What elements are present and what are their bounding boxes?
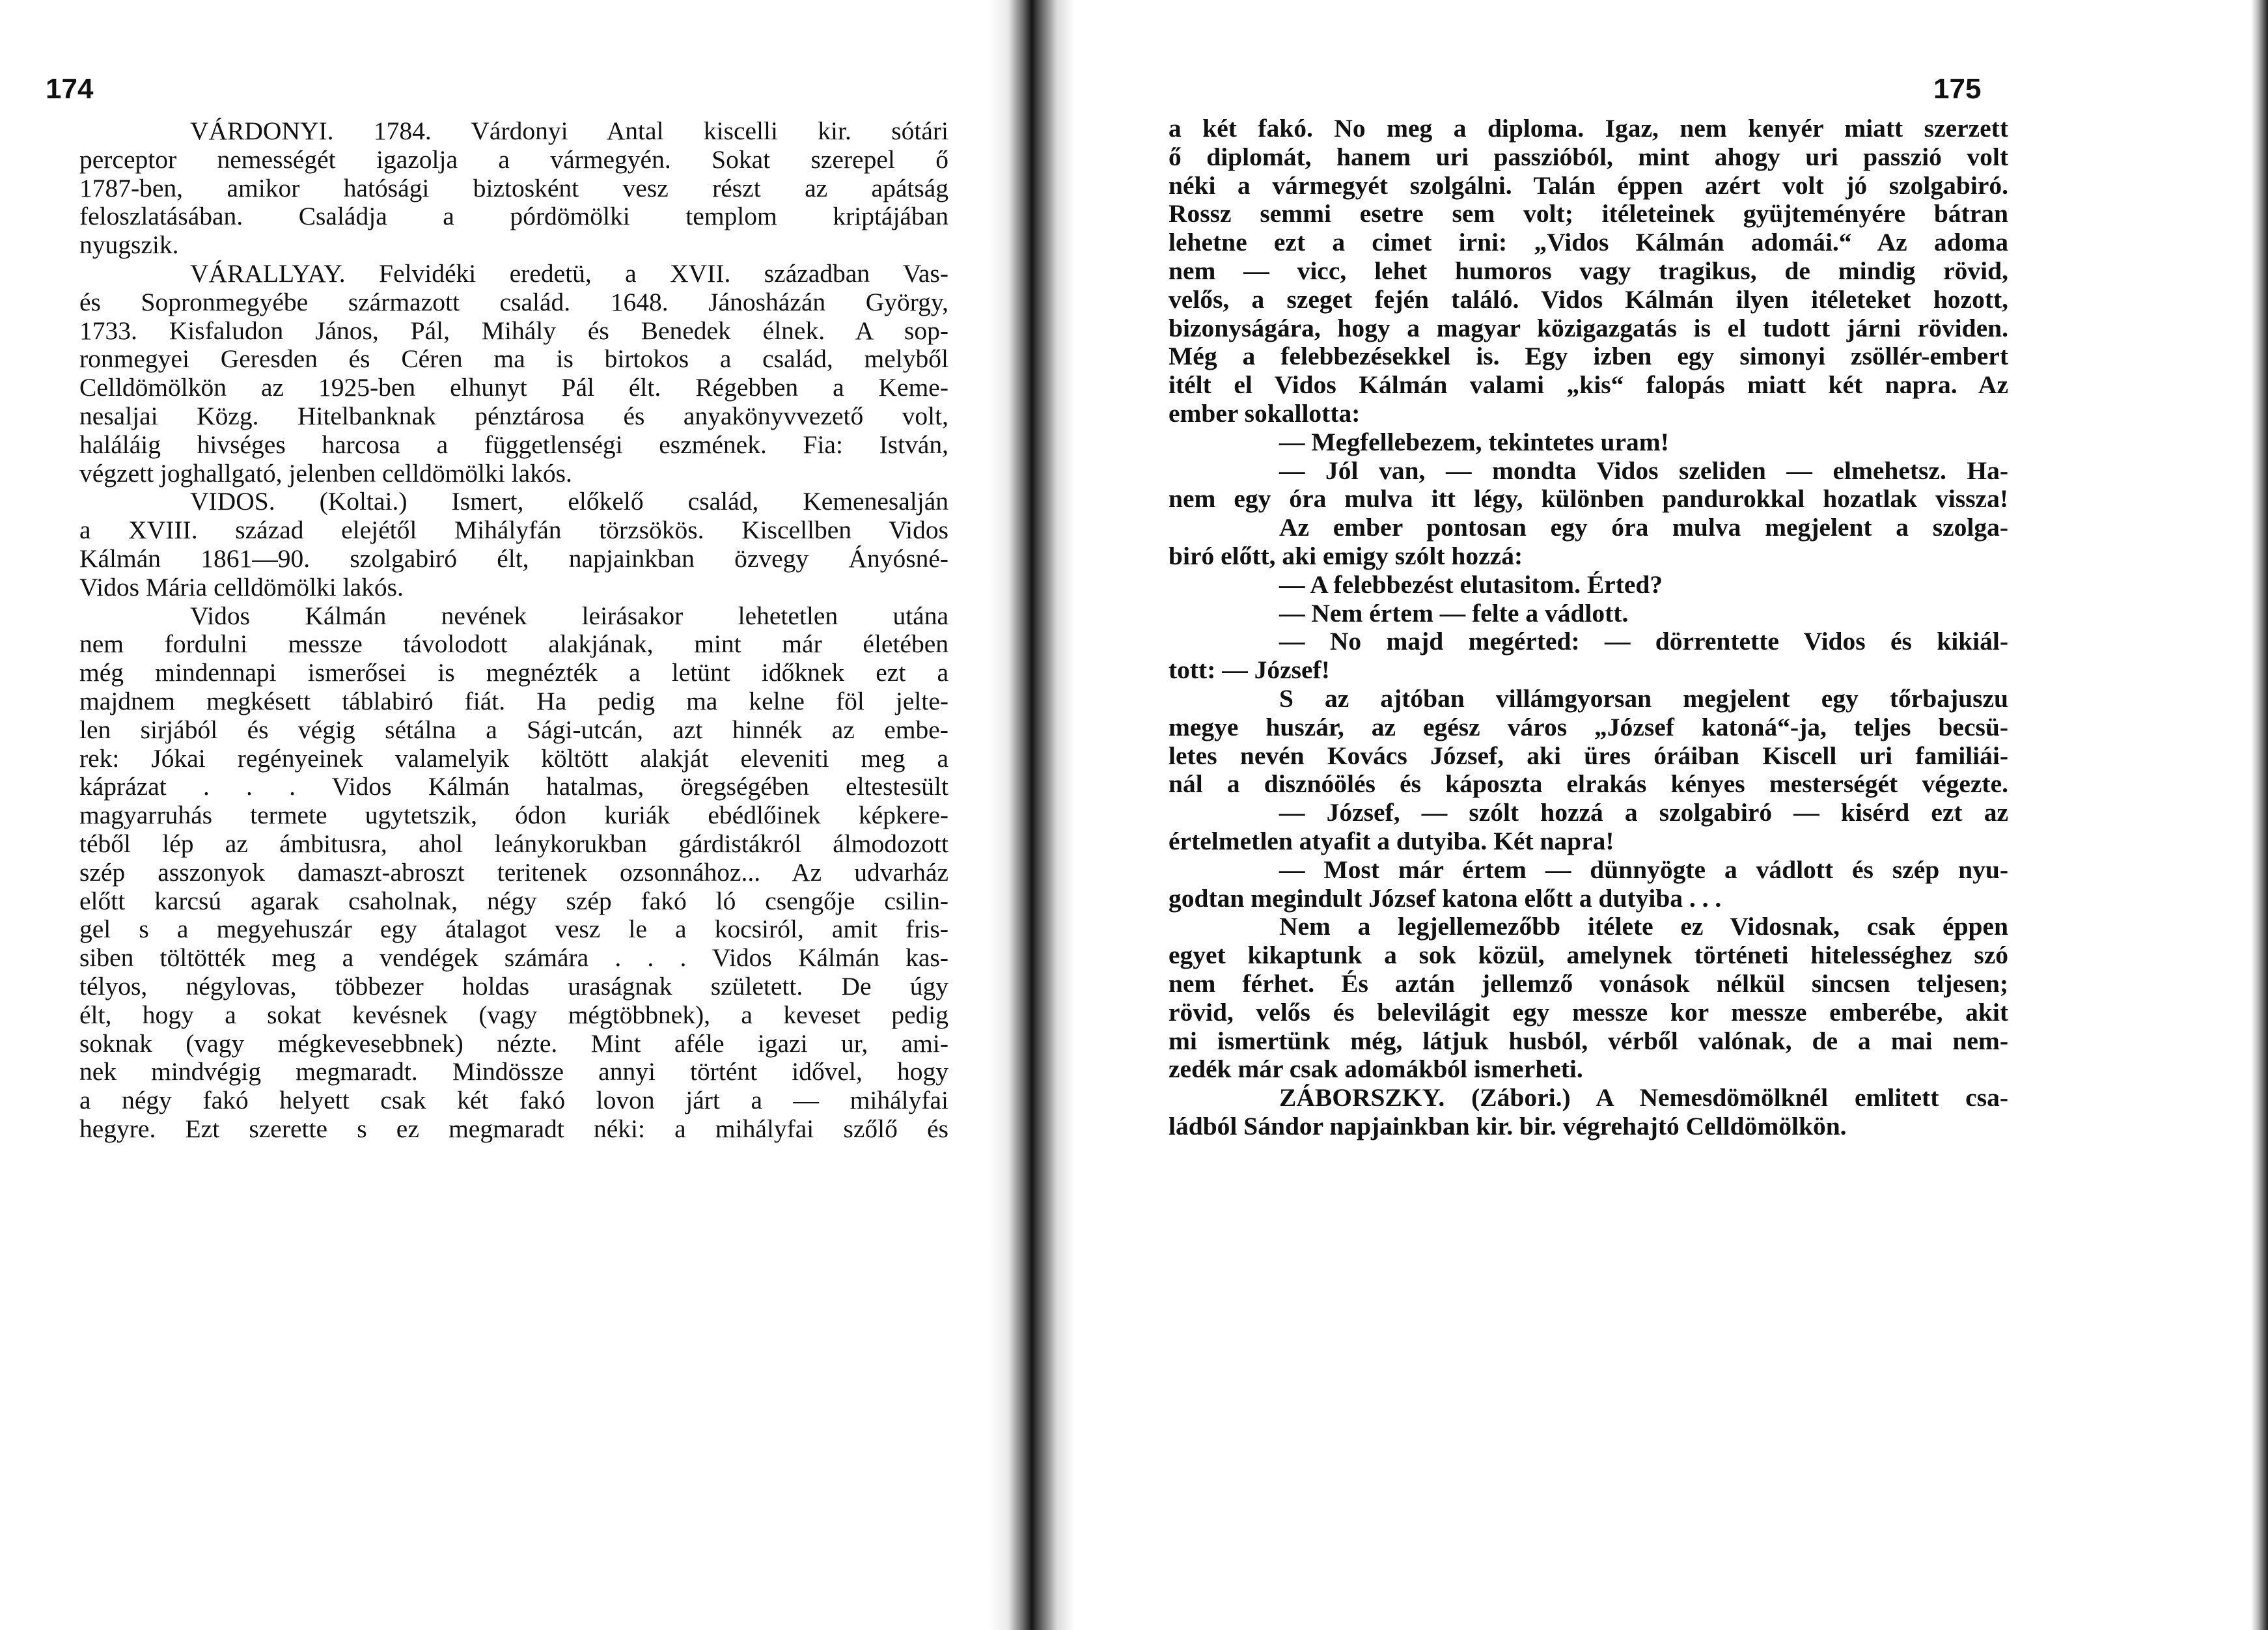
text-line: lehetne ezt a cimet irni: „Vidos Kálmán adomái.“ Az adoma: [1169, 228, 2008, 257]
text-line: nem — vicc, lehet humoros vagy tragikus, de mindig rövid,: [1169, 256, 2008, 285]
page-text-column: [1169, 115, 2008, 1141]
text-line: soknak (vagy mégkevesebbnek) nézte. Mint aféle igazi ur, ami-: [79, 1029, 948, 1058]
page-number: 174: [46, 73, 94, 105]
text-line: Az ember pontosan egy óra mulva megjelent a szolga-: [1279, 514, 2008, 542]
text-line: Rossz semmi esetre sem volt; itéleteinek gyüjteményére bátran: [1169, 200, 2008, 228]
text-line: godtan megindult József katona előtt a dutyiba . . .: [1169, 884, 1722, 913]
text-line: rövid, velős és belevilágit egy messze kor messze emberébe, akit: [1169, 998, 2008, 1027]
text-line: élt, hogy a sokat kevésnek (vagy mégtöbbnek), a keveset pedig: [79, 1001, 948, 1029]
text-line: Vidos Mária celldömölki lakós.: [79, 573, 404, 601]
page-text-column: [79, 117, 948, 1144]
text-line: VÁRALLYAY. Felvidéki eredetü, a XVII. században Vas-: [190, 259, 948, 288]
text-line: Nem a legjellemezőbb itélete ez Vidosnak, csak éppen: [1279, 913, 2008, 941]
text-line: mi ismertünk még, látjuk husból, vérből valónak, de a mai nem-: [1169, 1027, 2008, 1055]
text-line: nem egy óra mulva itt légy, különben pandurokkal hozatlak vissza!: [1169, 485, 2008, 514]
text-line: nesaljai Közg. Hitelbanknak pénztárosa és anyakönyvvezető volt,: [79, 402, 948, 430]
text-line: ember sokallotta:: [1169, 399, 1361, 428]
text-line: néki a vármegyét szolgálni. Talán éppen azért volt jó szolgabiró.: [1169, 171, 2008, 200]
text-line: — A felebbezést elutasitom. Érted?: [1279, 570, 1663, 599]
text-line: ZÁBORSZKY. (Zábori.) A Nemesdömölknél emlitett csa-: [1279, 1084, 2008, 1112]
text-line: Vidos Kálmán nevének leirásakor lehetetlen utána: [190, 601, 948, 630]
text-line: siben töltötték meg a vendégek számára . . . Vidos Kálmán kas-: [79, 944, 948, 973]
text-line: tott: — József!: [1169, 656, 1330, 685]
text-line: értelmetlen atyafit a dutyiba. Két napra!: [1169, 827, 1614, 855]
text-line: nem fordulni messze távolodott alakjának, mint már életében: [79, 630, 948, 659]
text-line: előtt karcsú agarak csaholnak, négy szép fakó ló csengője csilin-: [79, 887, 948, 915]
text-line: zedék már csak adomákból ismerheti.: [1169, 1055, 1583, 1084]
text-line: S az ajtóban villámgyorsan megjelent egy tőrbajuszu: [1279, 684, 2008, 713]
text-line: magyarruhás termete ugytetszik, ódon kuriák ebédlőinek képkere-: [79, 801, 948, 830]
text-line: letes nevén Kovács József, aki üres óráiban Kiscell uri familiái-: [1169, 741, 2008, 770]
text-line: — No majd megérted: — dörrentette Vidos és kikiál-: [1279, 628, 2008, 656]
text-line: Celldömölkön az 1925-ben elhunyt Pál élt. Régebben a Keme-: [79, 374, 948, 402]
text-line: ronmegyei Geresden és Céren ma is birtokos a család, melyből: [79, 345, 948, 374]
text-line: itélt el Vidos Kálmán valami „kis“ falopás miatt két napra. Az: [1169, 371, 2008, 400]
text-line: gel s a megyehuszár egy átalagot vesz le a kocsiról, amit fris-: [79, 915, 948, 944]
text-line: és Sopronmegyébe származott család. 1648. Jánosházán György,: [79, 288, 948, 316]
text-line: a két fakó. No meg a diploma. Igaz, nem kenyér miatt szerzett: [1169, 115, 2008, 143]
text-line: — Jól van, — mondta Vidos szeliden — elmehetsz. Ha-: [1279, 456, 2008, 485]
text-line: — Nem értem — felte a vádlott.: [1279, 599, 1629, 628]
text-line: téből lép az ámbitusra, ahol leánykorukban gárdistákról álmodozott: [79, 829, 948, 858]
text-line: megye huszár, az egész város „József katoná“-ja, teljes becsü-: [1169, 713, 2008, 741]
text-line: VÁRDONYI. 1784. Várdonyi Antal kiscelli kir. sótári: [190, 117, 948, 145]
book-gutter-shadow: [989, 0, 1074, 1630]
text-line: VIDOS. (Koltai.) Ismert, előkelő család, Kemenesalján: [190, 488, 948, 516]
text-line: nek mindvégig megmaradt. Mindössze annyi történt idővel, hogy: [79, 1058, 948, 1086]
text-line: len sirjából és végig sétálna a Sági-utcán, azt hinnék az embe-: [79, 715, 948, 744]
text-line: biró előtt, aki emigy szólt hozzá:: [1169, 542, 1523, 570]
text-line: perceptor nemességét igazolja a vármegyén. Sokat szerepel ő: [79, 145, 948, 174]
text-line: velős, a szeget fején találó. Vidos Kálmán ilyen itéleteket hozott,: [1169, 285, 2008, 314]
text-line: bizonyságára, hogy a magyar közigazgatás is el tudott járni röviden.: [1169, 314, 2008, 342]
text-line: 1733. Kisfaludon János, Pál, Mihály és Benedek élnek. A sop-: [79, 316, 948, 345]
text-line: a XVIII. század elejétől Mihályfán törzsökös. Kiscellben Vidos: [79, 516, 948, 545]
text-line: rek: Jókai regényeinek valamelyik költött alakját eleveniti meg a: [79, 744, 948, 773]
text-line: 1787-ben, amikor hatósági biztosként vesz részt az apátság: [79, 174, 948, 202]
text-line: Kálmán 1861—90. szolgabiró élt, napjainkban özvegy Ányósné-: [79, 544, 948, 573]
text-line: — Most már értem — dünnyögte a vádlott és szép nyu-: [1279, 855, 2008, 884]
text-line: hegyre. Ezt szerette s ez megmaradt néki: a mihályfai szőlő és: [79, 1114, 948, 1143]
page-number: 175: [1933, 73, 1982, 105]
text-line: majdnem megkésett táblabiró fiát. Ha pedig ma kelne föl jelte-: [79, 687, 948, 715]
text-line: káprázat . . . Vidos Kálmán hatalmas, öregségében eltestesült: [79, 773, 948, 801]
text-line: — Megfellebezem, tekintetes uram!: [1279, 428, 1669, 456]
text-line: nál a disznóölés és káposzta elrakás kényes mesterségét végezte.: [1169, 770, 2008, 799]
text-line: a négy fakó helyett csak két fakó lovon járt a — mihályfai: [79, 1086, 948, 1115]
text-line: végzett joghallgató, jelenben celldömölki lakós.: [79, 459, 572, 488]
text-line: szép asszonyok damaszt-abroszt teritenek ozsonnához... Az udvarház: [79, 858, 948, 887]
text-line: — József, — szólt hozzá a szolgabiró — kisérd ezt az: [1279, 799, 2008, 827]
text-line: ő diplomát, hanem uri passzióból, mint ahogy uri passzió volt: [1169, 143, 2008, 171]
text-line: télyos, négylovas, többezer holdas uraságnak született. De úgy: [79, 972, 948, 1001]
text-line: feloszlatásában. Családja a pórdömölki templom kriptájában: [79, 202, 948, 231]
page-edge-shadow: [2251, 0, 2268, 1630]
text-line: egyet kikaptunk a sok közül, amelynek történeti hitelességhez szó: [1169, 941, 2008, 970]
text-line: Még a felebbezésekkel is. Egy izben egy simonyi zsöllér-embert: [1169, 342, 2008, 371]
text-line: ládból Sándor napjainkban kir. bir. végrehajtó Celldömölkön.: [1169, 1112, 1847, 1140]
text-line: nem férhet. És aztán jellemző vonások nélkül sincsen teljesen;: [1169, 969, 2008, 998]
text-line: még mindennapi ismerősei is megnézték a letünt időknek ezt a: [79, 659, 948, 687]
text-line: haláláig hivséges harcosa a függetlenségi eszmének. Fia: István,: [79, 430, 948, 459]
text-line: nyugszik.: [79, 231, 179, 260]
